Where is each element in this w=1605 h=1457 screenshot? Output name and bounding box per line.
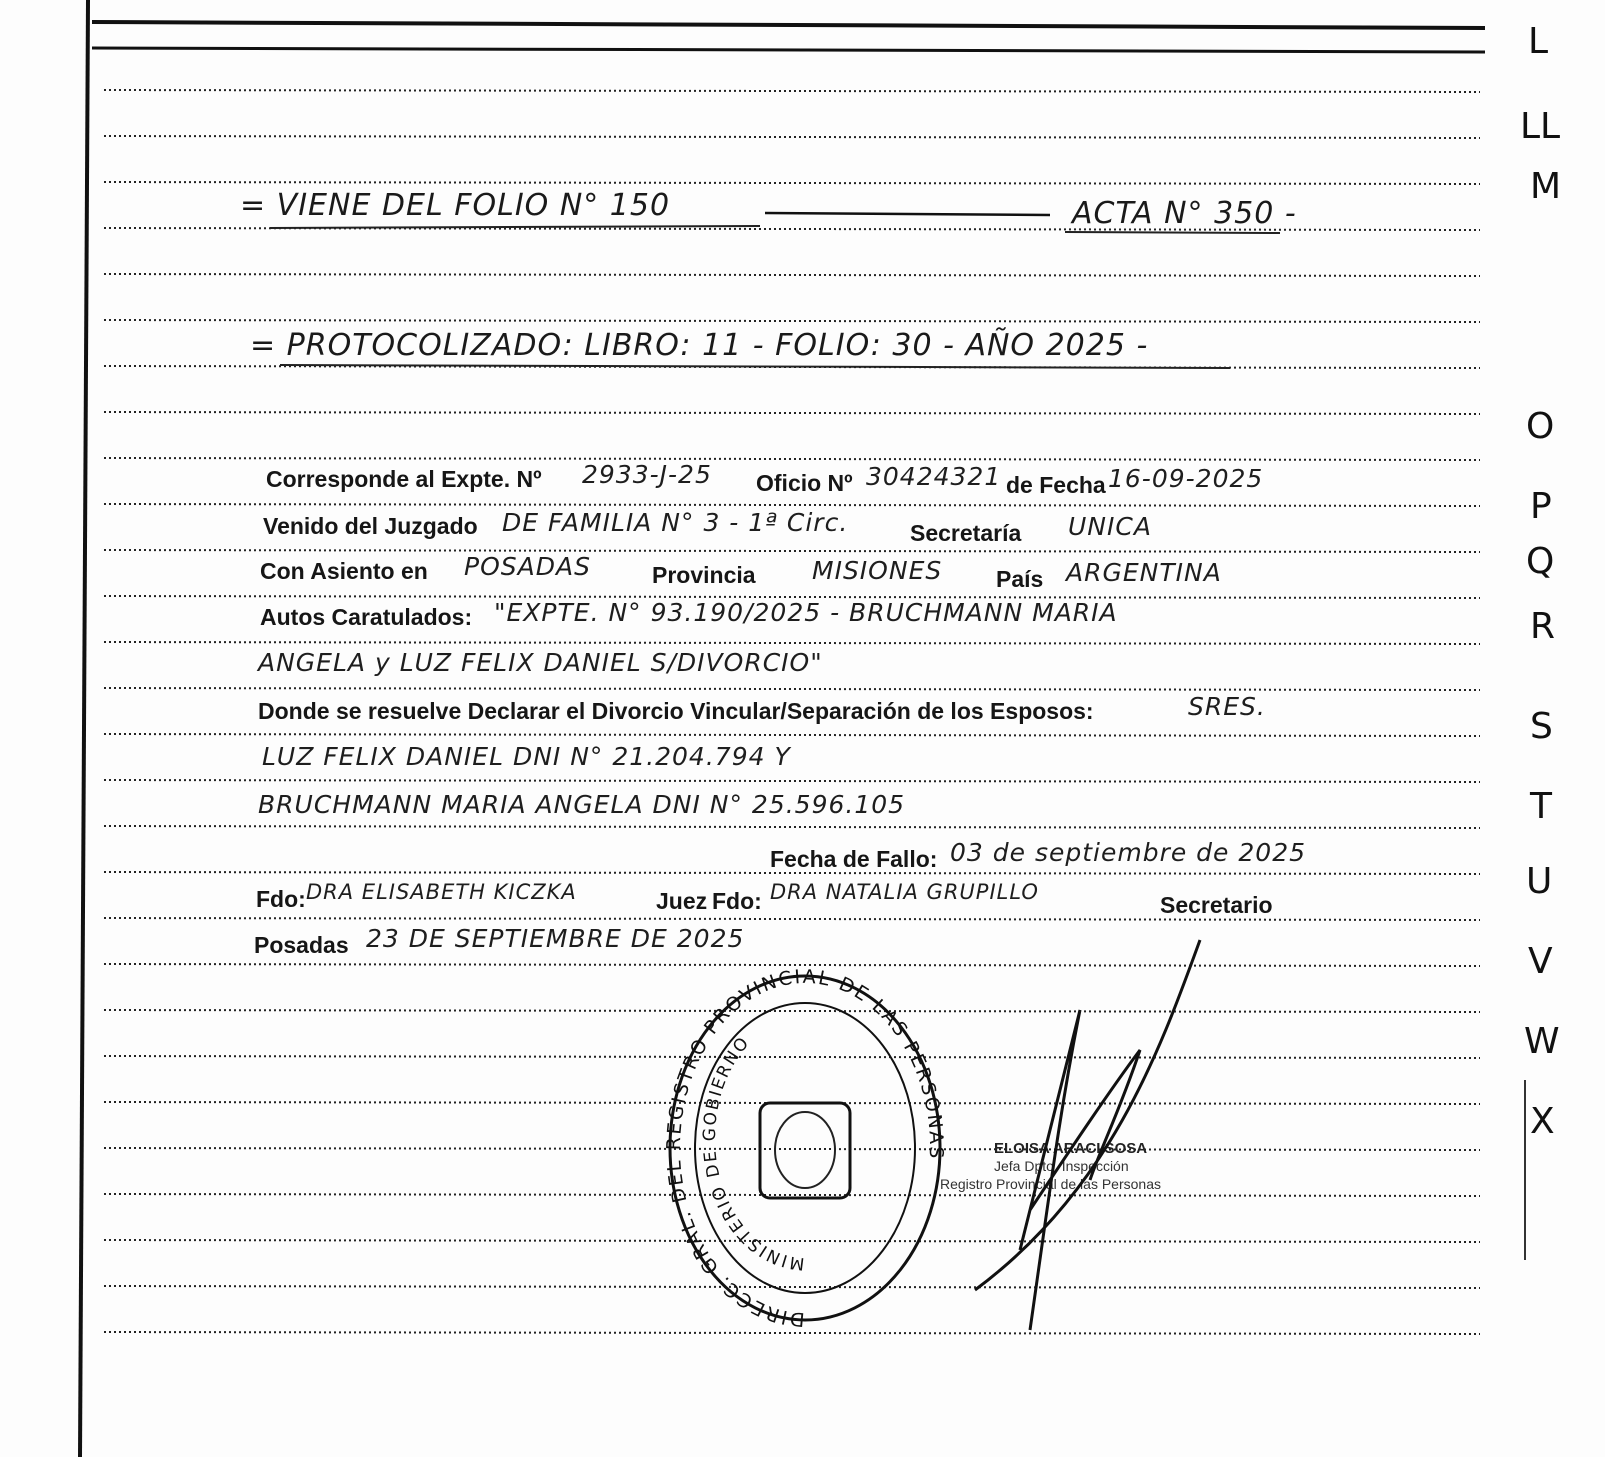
signer-title: Jefa Dpto. Inspección <box>994 1158 1129 1174</box>
svg-text:DIRECC. GRAL. DEL REGISTRO PRO: DIRECC. GRAL. DEL REGISTRO PROVINCIAL DE LAS PERSONAS <box>662 968 948 1328</box>
posadas-label: Posadas <box>254 932 349 958</box>
viene-del-folio: = VIENE DEL FOLIO N° 150 <box>240 188 671 223</box>
margin-letter: R <box>1530 606 1556 647</box>
margin-letter: S <box>1530 706 1553 747</box>
esposo-1: LUZ FELIX DANIEL DNI N° 21.204.794 Y <box>262 742 791 771</box>
provincia-value: MISIONES <box>812 556 943 585</box>
oficio-label: Oficio Nº <box>756 470 853 496</box>
fdo2-label: Fdo: <box>712 888 762 914</box>
fecha-value: 16-09-2025 <box>1108 464 1264 493</box>
secretario-label: Secretario <box>1160 892 1273 918</box>
donde-value: SRES. <box>1188 692 1266 721</box>
acta-number: ACTA N° 350 - <box>1072 196 1297 231</box>
juez-value: DRA ELISABETH KICZKA <box>306 880 577 904</box>
oficio-value: 30424321 <box>866 462 1002 491</box>
expte-label: Corresponde al Expte. Nº <box>266 466 542 492</box>
margin-letter: T <box>1530 786 1552 827</box>
secretario-value: DRA NATALIA GRUPILLO <box>770 880 1039 904</box>
margin-letter: O <box>1526 406 1555 447</box>
fallo-value: 03 de septiembre de 2025 <box>950 838 1307 867</box>
autos-value-1: "EXPTE. N° 93.190/2025 - BRUCHMANN MARIA <box>494 598 1118 627</box>
fdo-label: Fdo: <box>256 886 306 912</box>
margin-letter: U <box>1526 861 1553 902</box>
margin-letter: W <box>1524 1021 1560 1062</box>
juzgado-value: DE FAMILIA N° 3 - 1ª Circ. <box>502 508 849 537</box>
signer-org: Registro Provincial de las Personas <box>940 1176 1161 1192</box>
handwritten-signature-icon <box>960 930 1220 1340</box>
margin-letter: M <box>1530 166 1562 207</box>
margin-letter: Q <box>1526 541 1555 582</box>
juez-label: Juez <box>656 888 708 914</box>
protocolizado: = PROTOCOLIZADO: LIBRO: 11 - FOLIO: 30 - AÑO 2025 - <box>250 328 1149 363</box>
svg-text:MINISTERIO DE GOBIERNO: MINISTERIO DE GOBIERNO <box>699 1032 806 1274</box>
autos-value-2: ANGELA y LUZ FELIX DANIEL S/DIVORCIO" <box>258 648 823 677</box>
esposo-2: BRUCHMANN MARIA ANGELA DNI N° 25.596.105 <box>258 790 906 819</box>
signer-name: ELOISA ARACI SOSA <box>994 1140 1148 1157</box>
autos-label: Autos Caratulados: <box>260 604 473 630</box>
asiento-label: Con Asiento en <box>260 558 428 584</box>
posadas-value: 23 DE SEPTIEMBRE DE 2025 <box>366 924 745 953</box>
secretaria-label: Secretaría <box>910 520 1022 546</box>
pais-value: ARGENTINA <box>1066 558 1222 587</box>
margin-letter: X <box>1530 1101 1555 1142</box>
expte-value: 2933-J-25 <box>582 460 712 489</box>
margin-letter: P <box>1530 486 1552 527</box>
margin-letter: L <box>1528 21 1549 62</box>
pais-label: País <box>996 566 1044 592</box>
fallo-label: Fecha de Fallo: <box>770 846 938 872</box>
secretaria-value: UNICA <box>1068 512 1152 541</box>
asiento-value: POSADAS <box>464 552 591 581</box>
margin-letter: V <box>1528 941 1553 982</box>
official-seal-icon <box>660 968 950 1328</box>
margin-letter: LL <box>1520 106 1561 147</box>
juzgado-label: Venido del Juzgado <box>263 513 478 539</box>
provincia-label: Provincia <box>652 562 756 588</box>
donde-label: Donde se resuelve Declarar el Divorcio Vincular/Separación de los Esposos: <box>258 698 1094 724</box>
fecha-label: de Fecha <box>1006 472 1106 498</box>
